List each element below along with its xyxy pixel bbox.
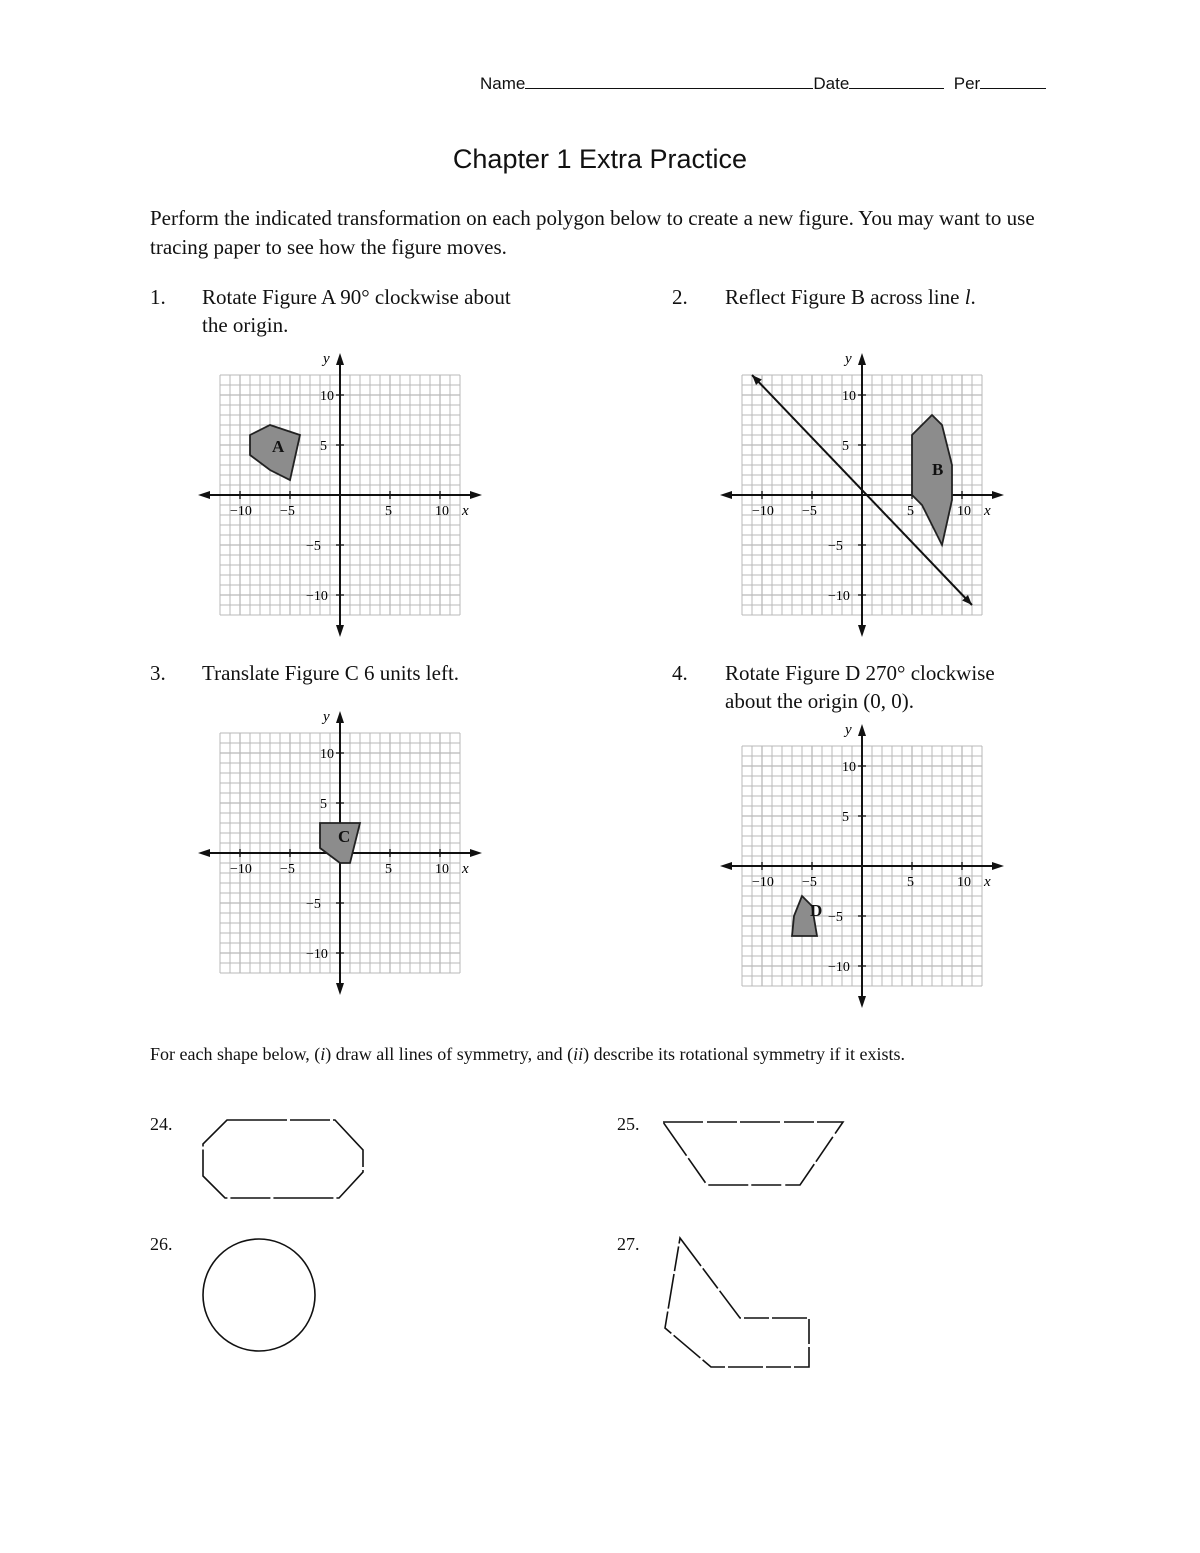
x-tick-label: −10	[230, 862, 252, 877]
problem-3-text: Translate Figure C 6 units left.	[202, 661, 460, 685]
line-l-var: l	[964, 285, 971, 309]
figure-label: A	[272, 437, 285, 456]
figure-label: C	[338, 827, 351, 846]
y-tick-label: 5	[842, 439, 849, 454]
x-tick-label: 5	[385, 504, 392, 519]
date-label: Date	[813, 74, 850, 93]
name-label: Name	[480, 74, 526, 93]
trapezoid-shape	[655, 1112, 855, 1197]
x-tick-label: 5	[907, 875, 914, 890]
name-field[interactable]	[525, 87, 813, 89]
item-24-number: 24.	[150, 1114, 173, 1134]
problem-4-text: Rotate Figure D 270° clockwise about the origin (0, 0).	[725, 661, 995, 713]
page-title: Chapter 1 Extra Practice	[452, 144, 748, 174]
problem-2-text: Reflect Figure B across line l.	[725, 285, 976, 309]
y-tick-label: 5	[320, 439, 327, 454]
item-26-number: 26.	[150, 1234, 173, 1254]
y-tick-label: 10	[842, 389, 856, 404]
y-tick-label: −5	[306, 897, 321, 912]
y-tick-label: 10	[842, 760, 856, 775]
problem-4-number: 4.	[672, 661, 688, 685]
item-27-number: 27.	[617, 1234, 640, 1254]
y-arrow-down-icon	[858, 625, 866, 637]
graph-4	[717, 721, 1017, 1011]
y-arrow-up-icon	[336, 711, 344, 723]
problem-1-text: Rotate Figure A 90° clockwise about the origin.	[202, 285, 511, 337]
x-tick-label: 10	[957, 875, 971, 890]
y-axis-label: y	[323, 709, 330, 725]
y-arrow-down-icon	[336, 625, 344, 637]
x-arrow-right-icon	[992, 862, 1004, 870]
y-tick-label: 5	[320, 797, 327, 812]
problem-3-number: 3.	[150, 661, 166, 685]
x-tick-label: 10	[957, 504, 971, 519]
graph-3	[195, 708, 495, 998]
graph-1	[195, 350, 495, 640]
y-axis-label: y	[323, 351, 330, 367]
x-tick-label: −5	[280, 862, 295, 877]
x-arrow-left-icon	[198, 491, 210, 499]
x-tick-label: −10	[752, 504, 774, 519]
y-tick-label: −10	[828, 589, 850, 604]
y-tick-label: 10	[320, 389, 334, 404]
x-tick-label: −5	[802, 504, 817, 519]
y-tick-label: −10	[306, 589, 328, 604]
problem-2-number: 2.	[672, 285, 688, 309]
x-arrow-left-icon	[720, 491, 732, 499]
y-arrow-up-icon	[858, 353, 866, 365]
x-axis-label: x	[984, 503, 991, 519]
symmetry-instructions: For each shape below, (i) draw all lines of symmetry, and (ii) describe its rotational symmetry if it exists.	[150, 1044, 906, 1064]
y-tick-label: −10	[306, 947, 328, 962]
item-25-number: 25.	[617, 1114, 640, 1134]
x-axis-label: x	[462, 861, 469, 877]
date-field[interactable]	[849, 87, 944, 89]
circle-shape	[195, 1232, 325, 1362]
x-tick-label: −10	[752, 875, 774, 890]
y-axis-label: y	[845, 722, 852, 738]
y-axis-label: y	[845, 351, 852, 367]
x-axis-label: x	[462, 503, 469, 519]
y-arrow-down-icon	[336, 983, 344, 995]
y-arrow-down-icon	[858, 996, 866, 1008]
x-arrow-right-icon	[470, 849, 482, 857]
y-tick-label: 10	[320, 747, 334, 762]
figure-label: D	[810, 901, 823, 920]
y-tick-label: −5	[828, 910, 843, 925]
octagon-shape	[195, 1112, 375, 1207]
y-tick-label: 5	[842, 810, 849, 825]
y-tick-label: −5	[306, 539, 321, 554]
problem-1-number: 1.	[150, 285, 166, 309]
x-arrow-right-icon	[470, 491, 482, 499]
graph-2	[717, 350, 1017, 640]
irregular-hexagon-shape	[655, 1230, 825, 1380]
instructions: Perform the indicated transformation on each polygon below to create a new figure. You may want to use tracing paper to see how the figure moves.	[150, 206, 1035, 259]
x-tick-label: 5	[907, 504, 914, 519]
x-tick-label: 5	[385, 862, 392, 877]
y-tick-label: −10	[828, 960, 850, 975]
x-tick-label: 10	[435, 504, 449, 519]
x-tick-label: −5	[802, 875, 817, 890]
y-arrow-up-icon	[858, 724, 866, 736]
header	[480, 74, 1046, 94]
y-tick-label: −5	[828, 539, 843, 554]
x-arrow-right-icon	[992, 491, 1004, 499]
x-tick-label: −10	[230, 504, 252, 519]
figure-label: B	[932, 460, 944, 479]
x-arrow-left-icon	[198, 849, 210, 857]
x-tick-label: −5	[280, 504, 295, 519]
y-arrow-up-icon	[336, 353, 344, 365]
x-arrow-left-icon	[720, 862, 732, 870]
per-field[interactable]	[980, 87, 1046, 89]
x-axis-label: x	[984, 874, 991, 890]
x-tick-label: 10	[435, 862, 449, 877]
per-label: Per	[953, 74, 981, 93]
